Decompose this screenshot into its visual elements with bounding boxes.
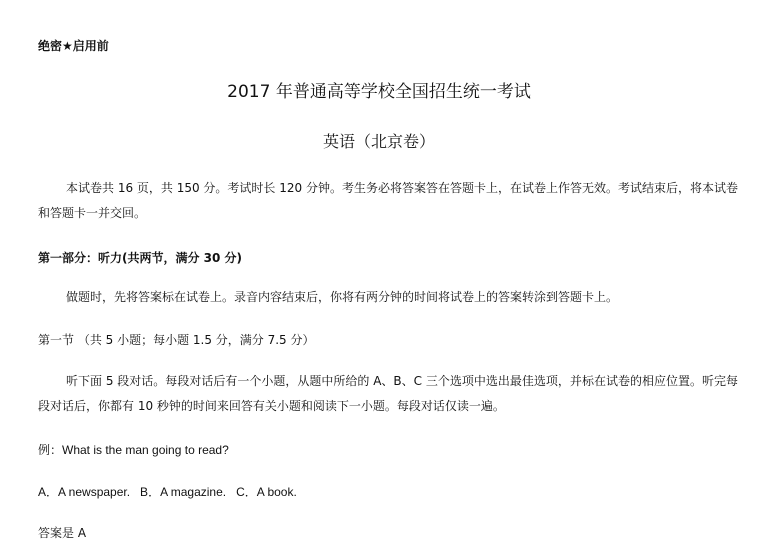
exam-title: 2017 年普通高等学校全国招生统一考试 [227,82,531,102]
section1-instruction: 听下面 5 段对话。每段对话后有一个小题，从题中所给的 A、B、C 三个选项中选出最佳选项，并标在试卷的相应位置。听完每段对话后，你都有 10 秒钟的时间来回答有关小题和阅读下一小题。每段对话仅读一遍。 [38,374,738,413]
exam-subtitle: 英语（北京卷） [322,132,435,151]
part1-instruction: 做题时，先将答案标在试卷上。录音内容结束后，你将有两分钟的时间将试卷上的答案转涂到答题卡上。 [66,290,619,304]
section1-heading: 第一节 （共 5 小题；每小题 1.5 分，满分 7.5 分） [38,333,315,347]
example-question: 例：What is the man going to read? [38,443,229,457]
confidential-mark: 绝密★启用前 [38,39,109,53]
intro-paragraph: 本试卷共 16 页，共 150 分。考试时长 120 分钟。考生务必将答案答在答题卡上，在试卷上作答无效。考试结束后，将本试卷和答题卡一并交回。 [38,181,738,220]
part1-heading: 第一部分：听力(共两节，满分 30 分) [38,251,243,265]
example-options: A．A newspaper. B．A magazine. C．A book. [38,485,297,499]
example-answer: 答案是 A [38,526,87,540]
